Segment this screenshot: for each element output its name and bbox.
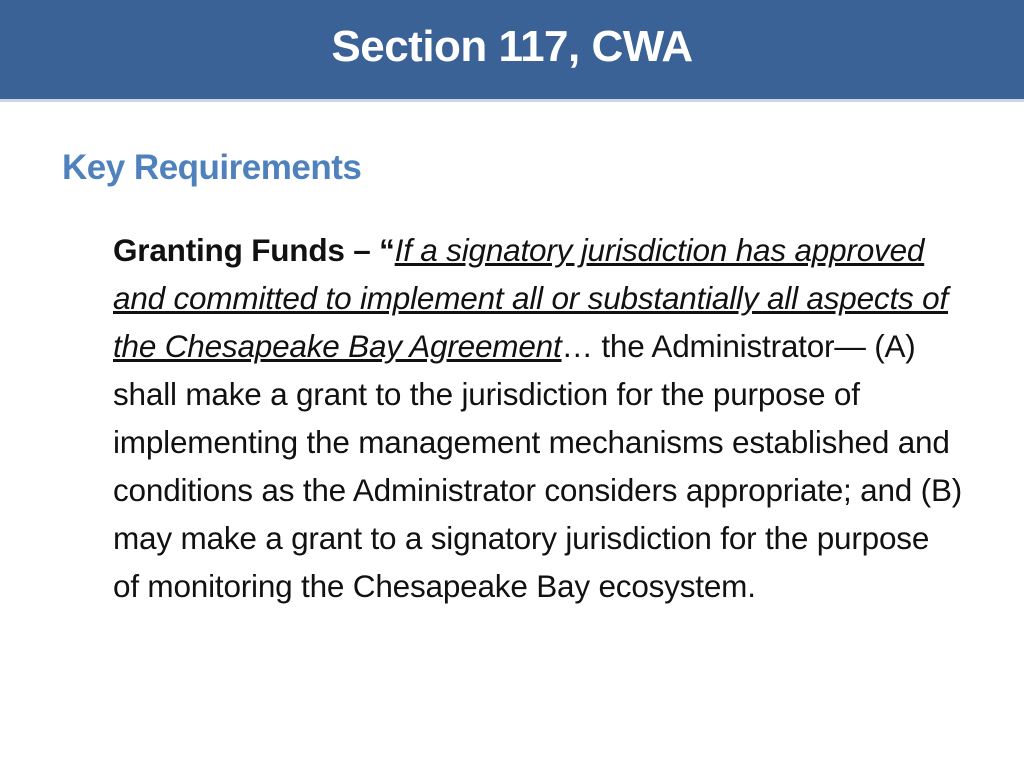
section-heading: Key Requirements	[62, 148, 362, 187]
administrator-clause: … the Administrator— (A) shall make a grant to the jurisdiction for the purpose of implementing the management mechanisms established and conditions as the Administrator considers appropriate; and (B) may make a grant to a signatory jurisdiction for the purpose of monitoring the Chesapeake Bay ecosystem.	[113, 328, 963, 604]
granting-funds-lead: Granting Funds – “	[113, 232, 395, 268]
slide-title: Section 117, CWA	[331, 21, 693, 71]
title-bar	[0, 0, 1024, 102]
quoted-condition: If a signatory jurisdiction has approved and committed to implement all or substantially all aspects of the Chesapeake Bay Agreement	[113, 232, 948, 364]
body-paragraph	[113, 226, 963, 610]
